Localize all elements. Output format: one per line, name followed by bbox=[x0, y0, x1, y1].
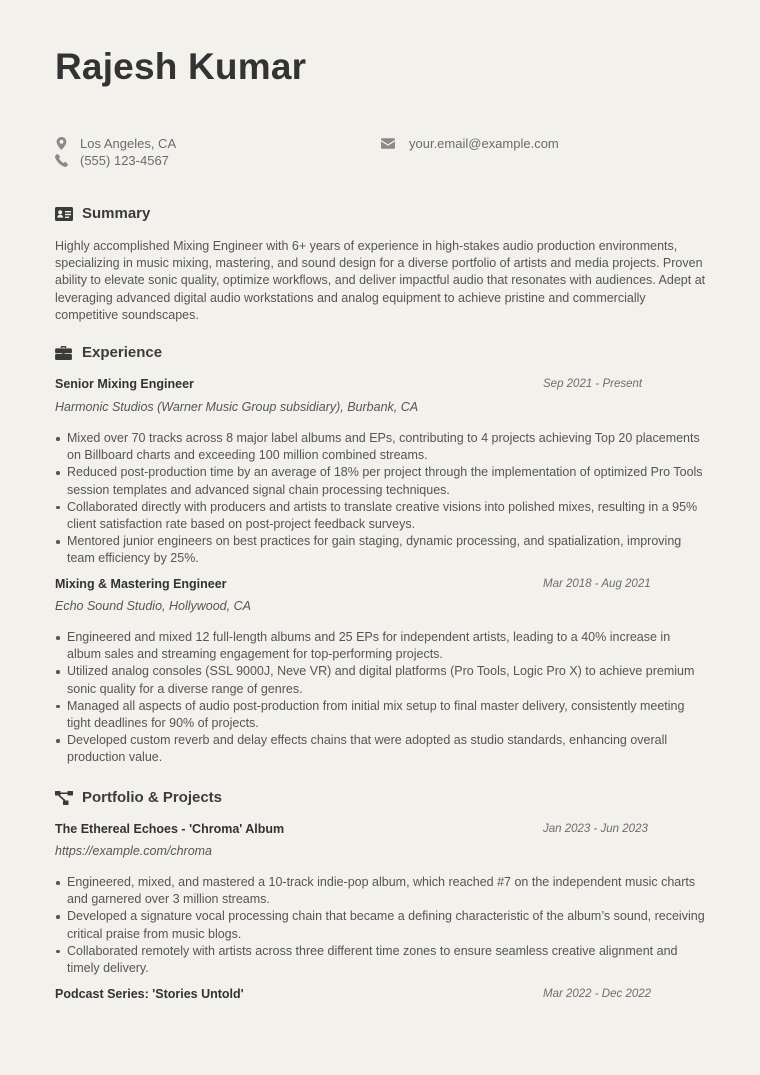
job-company: Echo Sound Studio, Hollywood, CA bbox=[55, 599, 251, 613]
job-title: Senior Mixing Engineer bbox=[55, 377, 194, 391]
sitemap-icon bbox=[55, 791, 73, 805]
project-link[interactable]: https://example.com/chroma bbox=[55, 844, 213, 858]
job-bullets bbox=[55, 430, 707, 568]
experience-title: Experience bbox=[82, 344, 163, 361]
list-item: Engineered and mixed 12 full-length albums and 25 EPs for independent artists, leading to a 40% increase in album sales and streaming engagement for top-performing projects. bbox=[55, 629, 707, 663]
portfolio-title: Portfolio & Projects bbox=[82, 789, 223, 806]
email-text[interactable]: your.email@example.com bbox=[409, 136, 559, 151]
list-item: Developed a signature vocal processing chain that became a defining characteristic of the album’s sound, receiving critical praise from music blogs. bbox=[55, 908, 707, 942]
job-company: Harmonic Studios (Warner Music Group subsidiary), Burbank, CA bbox=[55, 400, 419, 414]
list-item: Collaborated directly with producers and artists to translate creative visions into polished mixes, resulting in a 95% client satisfaction rate based on post-project feedback surveys. bbox=[55, 499, 707, 533]
phone-text: (555) 123-4567 bbox=[80, 153, 169, 168]
envelope-icon bbox=[381, 138, 395, 149]
phone-icon bbox=[55, 154, 68, 167]
project-bullets bbox=[55, 874, 707, 977]
briefcase-icon bbox=[55, 346, 72, 360]
list-item: Reduced post-production time by an average of 18% per project through the implementation of optimized Pro Tools session templates and advanced signal chain processing techniques. bbox=[55, 464, 707, 498]
project-title: Podcast Series: 'Stories Untold' bbox=[55, 987, 244, 1001]
project-title: The Ethereal Echoes - 'Chroma' Album bbox=[55, 822, 285, 836]
project-date: Jan 2023 - Jun 2023 bbox=[543, 823, 648, 835]
list-item: Mentored junior engineers on best practices for gain staging, dynamic processing, and spatialization, improving team efficiency by 25%. bbox=[55, 533, 707, 567]
map-marker-icon bbox=[55, 137, 68, 150]
job-title: Mixing & Mastering Engineer bbox=[55, 577, 227, 591]
list-item: Managed all aspects of audio post-production from initial mix setup to final master delivery, consistently meeting tight deadlines for 90% of projects. bbox=[55, 698, 707, 732]
job-bullets bbox=[55, 629, 707, 767]
list-item: Utilized analog consoles (SSL 9000J, Neve VR) and digital platforms (Pro Tools, Logic Pro X) to achieve premium sonic quality for a diverse range of genres. bbox=[55, 663, 707, 697]
list-item: Engineered, mixed, and mastered a 10-track indie-pop album, which reached #7 on the independent music charts and garnered over 3 million streams. bbox=[55, 874, 707, 908]
candidate-name: Rajesh Kumar bbox=[55, 46, 307, 87]
project-date: Mar 2022 - Dec 2022 bbox=[543, 988, 652, 1000]
job-date: Sep 2021 - Present bbox=[543, 378, 643, 390]
list-item: Collaborated remotely with artists across three different time zones to ensure seamless creative alignment and timely delivery. bbox=[55, 943, 707, 977]
list-item: Developed custom reverb and delay effects chains that were adopted as studio standards, enhancing overall production value. bbox=[55, 732, 707, 766]
location-text: Los Angeles, CA bbox=[80, 136, 177, 151]
job-date: Mar 2018 - Aug 2021 bbox=[543, 578, 651, 590]
id-card-icon bbox=[55, 207, 73, 221]
summary-text: Highly accomplished Mixing Engineer with 6+ years of experience in high-stakes audio production environments, specializing in music mixing, mastering, and sound design for a diverse portfolio of artists and media projects. Proven ability to elevate sonic quality, optimize workflows, and deliver impactful audio that resonates with audiences. Adept at leveraging advanced digital audio workstations and analog equipment to achieve pristine and commercially competitive soundscapes. bbox=[55, 239, 706, 322]
summary-title: Summary bbox=[82, 205, 151, 222]
list-item: Mixed over 70 tracks across 8 major label albums and EPs, contributing to 4 projects achieving Top 20 placements on Billboard charts and exceeding 100 million combined streams. bbox=[55, 430, 707, 464]
